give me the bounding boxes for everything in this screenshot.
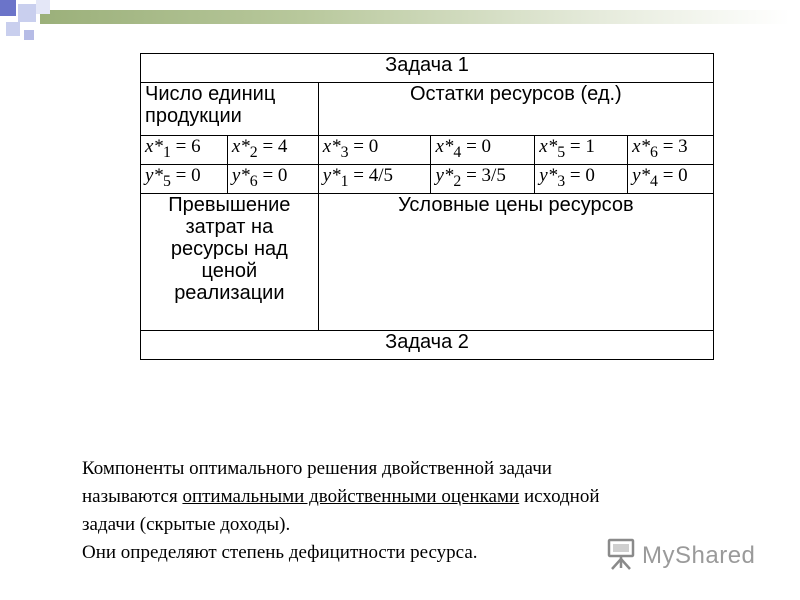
variable-value: = 4/5 bbox=[348, 164, 394, 186]
variable-index: 2 bbox=[453, 172, 462, 190]
variable-value: = 0 bbox=[657, 164, 688, 186]
decorative-square bbox=[6, 22, 20, 36]
variable-symbol: y* bbox=[435, 164, 454, 186]
y-value-cell bbox=[628, 164, 714, 193]
variable-index: 6 bbox=[249, 172, 258, 190]
variable-index: 1 bbox=[340, 172, 349, 190]
y-value-cell bbox=[431, 164, 535, 193]
x-value-cell bbox=[431, 136, 535, 165]
variable-value: = 6 bbox=[170, 136, 201, 157]
variable-value: = 3 bbox=[657, 136, 688, 157]
variable-symbol: y* bbox=[322, 164, 341, 186]
variable-symbol: x* bbox=[322, 136, 341, 157]
variable-symbol: x* bbox=[539, 136, 558, 157]
variable-value: = 0 bbox=[348, 136, 379, 157]
variable-index: 4 bbox=[650, 172, 658, 190]
variable-symbol: x* bbox=[145, 136, 163, 157]
x-value-cell bbox=[535, 136, 628, 165]
variable-value: = 1 bbox=[565, 136, 595, 157]
x-value-cell bbox=[141, 136, 228, 165]
variable-index: 1 bbox=[162, 143, 171, 161]
variable-symbol: y* bbox=[539, 164, 558, 186]
decorative-square bbox=[18, 4, 36, 22]
variable-symbol: x* bbox=[435, 136, 454, 157]
variable-index: 5 bbox=[162, 172, 171, 190]
variable-index: 3 bbox=[557, 172, 566, 190]
variable-value: = 3/5 bbox=[461, 164, 506, 186]
decorative-square bbox=[0, 0, 16, 16]
watermark bbox=[606, 538, 755, 574]
variable-index: 6 bbox=[650, 143, 658, 161]
variable-index: 2 bbox=[249, 143, 258, 161]
text-line bbox=[82, 483, 782, 511]
variable-index: 3 bbox=[340, 143, 349, 161]
decorative-square bbox=[36, 0, 50, 14]
y-value-cell bbox=[535, 164, 628, 193]
underlined-term: оптимальными двойственными оценками bbox=[182, 486, 520, 507]
header-product-units: Число единиц продукции bbox=[141, 83, 319, 136]
header-resource-remains: Остатки ресурсов (ед.) bbox=[318, 83, 713, 136]
variable-symbol: x* bbox=[632, 136, 651, 157]
y-value-cell bbox=[318, 164, 431, 193]
y-value-cell bbox=[227, 164, 318, 193]
table-row-y bbox=[141, 164, 714, 193]
variable-value: = 0 bbox=[565, 164, 595, 186]
variable-symbol: x* bbox=[231, 136, 250, 157]
duality-table bbox=[140, 53, 714, 360]
text-fragment: называются bbox=[82, 486, 183, 507]
variable-symbol: y* bbox=[145, 164, 163, 186]
presentation-board-icon bbox=[606, 537, 636, 576]
variable-symbol: y* bbox=[231, 164, 250, 186]
text-fragment: исходной bbox=[519, 486, 600, 507]
text-line: Они определяют степень дефицитности ресурса. bbox=[82, 542, 478, 563]
variable-symbol: y* bbox=[632, 164, 651, 186]
x-value-cell bbox=[227, 136, 318, 165]
cell-cost-excess: Превышение затрат на ресурсы над ценой реализации bbox=[141, 193, 319, 330]
variable-value: = 4 bbox=[257, 136, 288, 157]
y-value-cell bbox=[141, 164, 228, 193]
x-value-cell bbox=[318, 136, 431, 165]
table-row-x bbox=[141, 136, 714, 165]
table-title-task2: Задача 2 bbox=[141, 330, 714, 359]
variable-value: = 0 bbox=[461, 136, 492, 157]
variable-index: 4 bbox=[453, 143, 462, 161]
x-value-cell bbox=[628, 136, 714, 165]
variable-value: = 0 bbox=[170, 164, 201, 186]
variable-index: 5 bbox=[557, 143, 566, 161]
header-gradient-bar bbox=[40, 10, 790, 24]
variable-value: = 0 bbox=[257, 164, 288, 186]
text-line: задачи (скрытые доходы). bbox=[82, 514, 291, 535]
watermark-text: MyShared bbox=[642, 542, 756, 569]
table-title-task1: Задача 1 bbox=[141, 54, 714, 83]
cell-shadow-prices: Условные цены ресурсов bbox=[318, 193, 713, 330]
text-line: Компоненты оптимального решения двойственной задачи bbox=[82, 458, 552, 479]
decorative-square bbox=[24, 30, 34, 40]
